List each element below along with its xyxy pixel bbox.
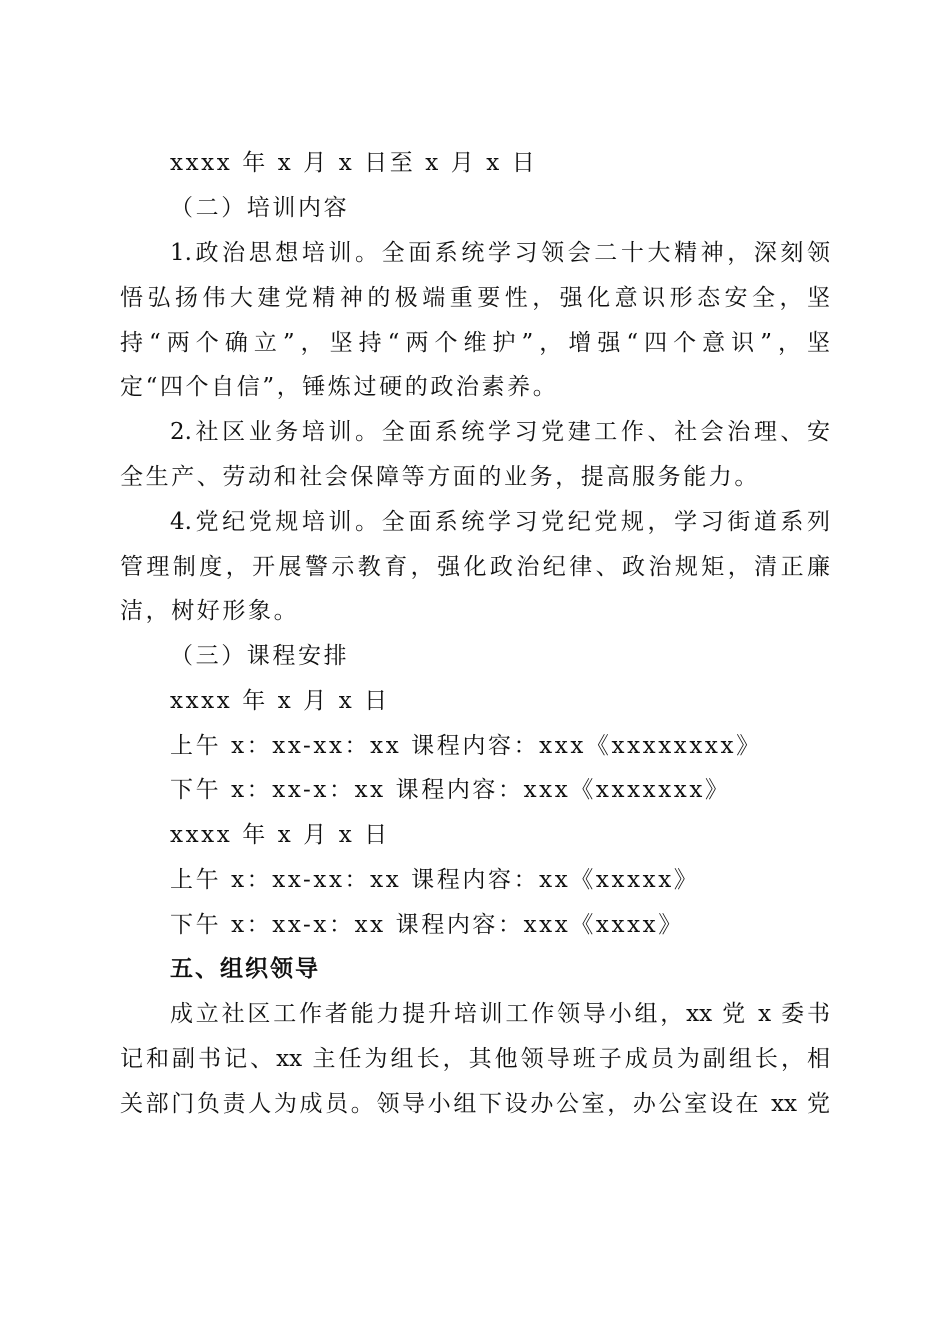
section-title-course-schedule: （三）课程安排 (170, 643, 350, 669)
section-title-training-content: （二）培训内容 (170, 195, 350, 221)
org-line3: 关部门负责人为成员。领导小组下设办公室，办公室设在 xx 党 (120, 1091, 830, 1117)
item4-line2: 管理制度，开展警示教育，强化政治纪律、政治规矩，清正廉 (120, 554, 830, 580)
item1-line1: 1.政治思想培训。全面系统学习领会二十大精神，深刻领 (170, 240, 830, 266)
section-title-organization: 五、组织领导 (170, 956, 320, 982)
item1-line2: 悟弘扬伟大建党精神的极端重要性，强化意识形态安全，坚 (120, 285, 830, 311)
schedule-date: xxxx 年 x 月 x 日 (170, 822, 390, 848)
item4-line1: 4.党纪党规培训。全面系统学习党纪党规，学习街道系列 (170, 509, 830, 535)
item2-line2: 全生产、劳动和社会保障等方面的业务，提高服务能力。 (120, 464, 760, 490)
org-line2: 记和副书记、xx 主任为组长，其他领导班子成员为副组长，相 (120, 1046, 830, 1072)
item2-line1: 2.社区业务培训。全面系统学习党建工作、社会治理、安 (170, 419, 830, 445)
schedule-date: xxxx 年 x 月 x 日 (170, 688, 390, 714)
schedule-morning: 上午 x：xx-xx：xx 课程内容：xx《xxxxx》 (170, 867, 700, 893)
item1-line4: 定“四个自信”，锤炼过硬的政治素养。 (120, 374, 559, 400)
training-date-range: xxxx 年 x 月 x 日至 x 月 x 日 (170, 150, 538, 176)
org-line1: 成立社区工作者能力提升培训工作领导小组，xx 党 x 委书 (170, 1001, 830, 1027)
schedule-afternoon: 下午 x：xx-x：xx 课程内容：xxx《xxxxxxx》 (170, 777, 731, 803)
item1-line3: 持“两个确立”，坚持“两个维护”，增强“四个意识”，坚 (120, 330, 830, 356)
schedule-afternoon: 下午 x：xx-x：xx 课程内容：xxx《xxxx》 (170, 912, 684, 938)
schedule-morning: 上午 x：xx-xx：xx 课程内容：xxx《xxxxxxxx》 (170, 733, 762, 759)
item4-line3: 洁，树好形象。 (120, 598, 300, 624)
